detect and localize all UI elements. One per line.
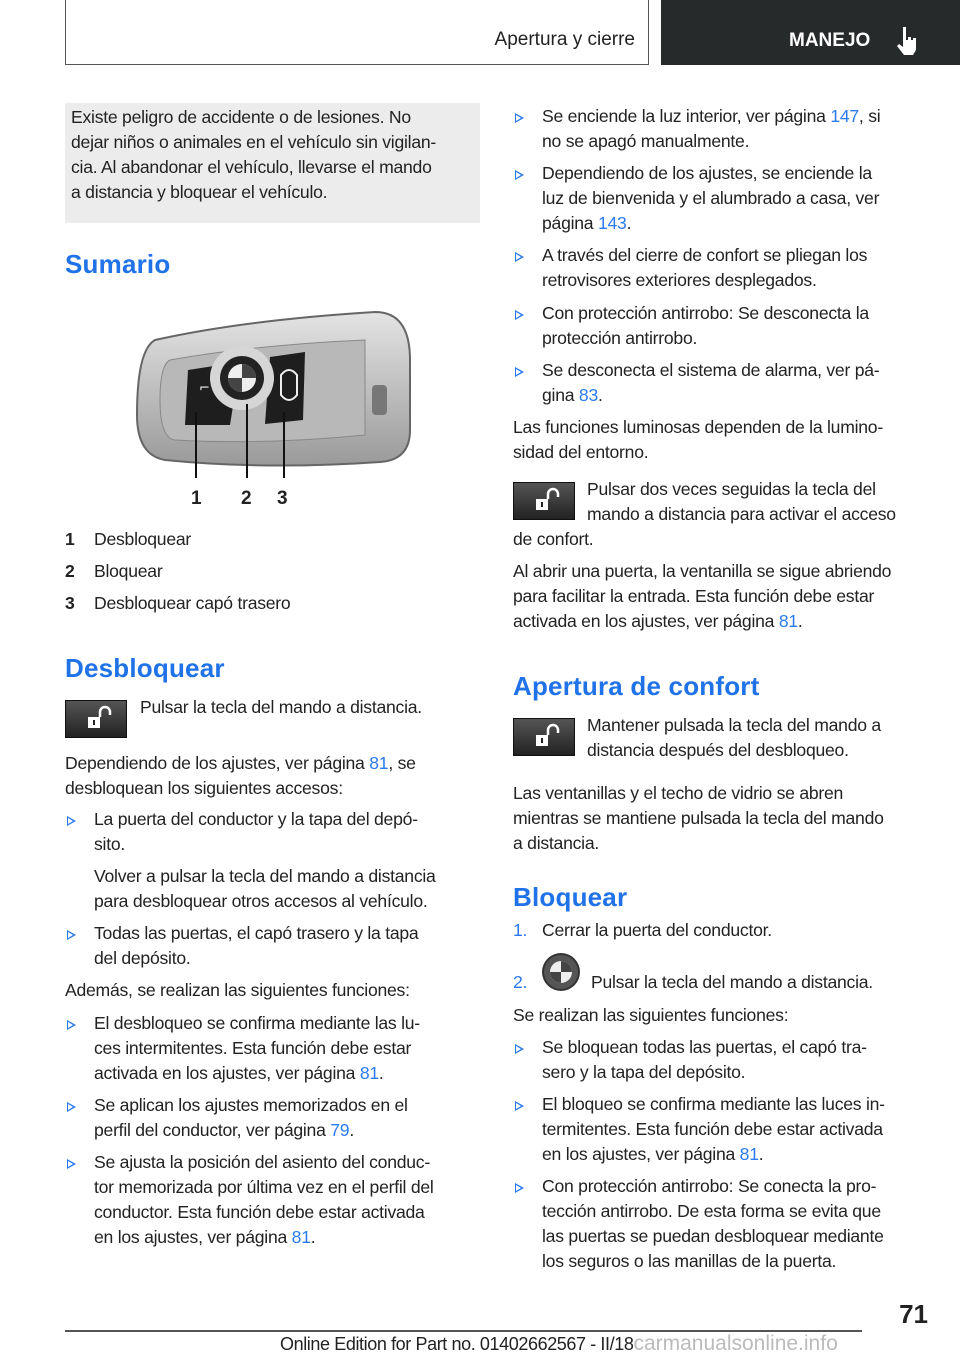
bullet-triangle-icon	[515, 1101, 524, 1111]
bullet-item: Todas las puertas, el capó trasero y la tapa del depósito.	[94, 923, 419, 968]
edition-text: Online Edition for Part no. 01402662567 - II/18	[280, 1334, 634, 1354]
heading-apertura-de-confort: Apertura de confort	[513, 671, 760, 701]
text: .	[797, 611, 803, 631]
page-link[interactable]: 143	[597, 213, 627, 233]
text: Se enciende la luz interior, ver página	[542, 106, 831, 126]
text: Dependiendo de los ajustes, se enciende la luz de bienvenida y el alumbrado a casa, ver página	[542, 163, 880, 233]
bullet-item	[94, 1011, 420, 1086]
hand-pointer-icon	[895, 25, 919, 55]
bullet-triangle-icon	[67, 1020, 76, 1030]
heading-desbloquear: Desbloquear	[65, 653, 225, 683]
key-fob-illustration	[125, 300, 425, 515]
text: Dependiendo de los ajustes, ver página	[65, 753, 370, 773]
bullet-item: Con protección antirrobo: Se desconecta la protección antirrobo.	[542, 303, 869, 348]
page-link[interactable]: 83	[578, 385, 598, 405]
page-link[interactable]: 147	[830, 106, 859, 126]
bullet-item	[542, 161, 879, 236]
text: .	[349, 1120, 354, 1140]
paragraph: Las ventanillas y el techo de vidrio se abren mientras se mantiene pulsada la tecla del mando a distancia.	[513, 783, 884, 853]
bullet-subtext: Volver a pulsar la tecla del mando a distancia para desbloquear otros accesos al vehículo.	[94, 866, 436, 911]
chapter-tab[interactable]	[661, 0, 960, 65]
bullet-item	[542, 104, 880, 154]
page-link[interactable]: 81	[291, 1227, 311, 1247]
double-press-text: Pulsar dos veces seguidas la tecla del mando a distancia para activar el acceso	[587, 479, 896, 524]
text: Se ajusta la posición del asiento del conduc- tor memorizada por última vez en el perfil del conductor. Esta función debe estar activada en los ajustes, ver página	[94, 1152, 434, 1247]
bullet-triangle-icon	[515, 1044, 524, 1054]
step-number: 2.	[513, 972, 528, 992]
text: El desbloqueo se confirma mediante las lu- ces intermitentes. Esta función debe estar activada en los ajustes, ver página	[94, 1013, 420, 1083]
legend-label: Desbloquear	[94, 529, 192, 549]
bullet-triangle-icon	[515, 252, 524, 262]
step-text: Pulsar la tecla del mando a distancia.	[591, 972, 873, 992]
text: .	[310, 1227, 316, 1247]
unlock-button-icon	[65, 700, 127, 738]
unlock-instruction: Pulsar la tecla del mando a distancia.	[140, 697, 422, 717]
text: .	[597, 385, 603, 405]
warning-box	[65, 103, 480, 223]
paragraph: Las funciones luminosas dependen de la lumino- sidad del entorno.	[513, 417, 883, 462]
footer-edition	[280, 1332, 838, 1356]
bmw-lock-button-icon	[541, 952, 581, 992]
bullet-item	[542, 358, 879, 408]
bullet-triangle-icon	[67, 1102, 76, 1112]
figure-label-3: 3	[277, 488, 288, 509]
bullet-item	[94, 1150, 434, 1250]
bullet-triangle-icon	[515, 1183, 524, 1193]
confort-instruction: Mantener pulsada la tecla del mando a distancia después del desbloqueo.	[587, 715, 881, 760]
heading-sumario: Sumario	[65, 249, 171, 279]
bullet-item	[94, 1093, 408, 1143]
legend-number: 1	[65, 529, 75, 549]
bullet-triangle-icon	[515, 367, 524, 377]
text: , si no se apagó manualmente.	[542, 106, 881, 151]
bullet-item: La puerta del conductor y la tapa del depó- sito.	[94, 809, 418, 854]
warning-text: Existe peligro de accidente o de lesiones. No dejar niños o animales en el vehículo sin vigilan- cia. Al abandonar el vehículo, llevarse el mando a distancia y bloquear el vehículo.	[71, 107, 437, 202]
bullet-triangle-icon	[67, 816, 76, 826]
bullet-item: A través del cierre de confort se pliegan los retrovisores exteriores desplegados.	[542, 245, 868, 290]
legend-label: Desbloquear capó trasero	[94, 593, 291, 613]
text: Al abrir una puerta, la ventanilla se sigue abriendo para facilitar la entrada. Esta función debe estar activada en los ajustes, ver página	[513, 561, 892, 631]
legend-label: Bloquear	[94, 561, 163, 581]
bullet-triangle-icon	[515, 113, 524, 123]
text: Se desconecta el sistema de alarma, ver pá- gina	[542, 360, 880, 405]
step-text: Cerrar la puerta del conductor.	[542, 920, 772, 940]
page-link[interactable]: 79	[330, 1120, 350, 1140]
page-link[interactable]: 81	[778, 611, 798, 631]
unlock-button-icon	[513, 718, 575, 756]
page-link[interactable]: 81	[369, 753, 389, 773]
chapter-title: MANEJO	[789, 30, 871, 51]
unlock-intro	[65, 751, 416, 801]
bullet-triangle-icon	[67, 930, 76, 940]
functions-intro: Además, se realizan las siguientes funciones:	[65, 980, 410, 1000]
legend-number: 3	[65, 593, 75, 613]
text: .	[758, 1144, 764, 1164]
figure-label-2: 2	[241, 488, 252, 509]
text: El bloqueo se confirma mediante las luces in- termitentes. Esta función debe estar activada en los ajustes, ver página	[542, 1094, 885, 1164]
watermark: carmanualsonline.info	[633, 1332, 838, 1355]
double-press-text-end: de confort.	[513, 529, 594, 549]
page-link[interactable]: 81	[739, 1144, 759, 1164]
section-title: Apertura y cierre	[494, 29, 635, 50]
page-number: 71	[899, 1299, 928, 1329]
functions-intro: Se realizan las siguientes funciones:	[513, 1005, 789, 1025]
bullet-triangle-icon	[515, 310, 524, 320]
header-section-box	[65, 0, 649, 65]
text: , se desbloquean los siguientes accesos:	[65, 753, 416, 798]
bullet-item	[542, 1092, 885, 1167]
svg-text:⌐: ⌐	[199, 381, 210, 396]
step-number: 1.	[513, 920, 528, 940]
figure-label-1: 1	[191, 488, 202, 509]
text: .	[626, 213, 632, 233]
page-link[interactable]: 81	[359, 1063, 379, 1083]
bullet-item: Se bloquean todas las puertas, el capó tra- sero y la tapa del depósito.	[542, 1037, 867, 1082]
bullet-item: Con protección antirrobo: Se conecta la pro- tección antirrobo. De esta forma se evita que las puertas se puedan desbloquear mediante los seguros o las manillas de la puerta.	[542, 1176, 884, 1271]
heading-bloquear: Bloquear	[513, 882, 628, 912]
legend-number: 2	[65, 561, 75, 581]
bullet-triangle-icon	[67, 1159, 76, 1169]
text: .	[378, 1063, 384, 1083]
text: Se aplican los ajustes memorizados en el perfil del conductor, ver página	[94, 1095, 408, 1140]
bullet-triangle-icon	[515, 170, 524, 180]
unlock-button-icon	[513, 482, 575, 520]
paragraph	[513, 559, 891, 634]
